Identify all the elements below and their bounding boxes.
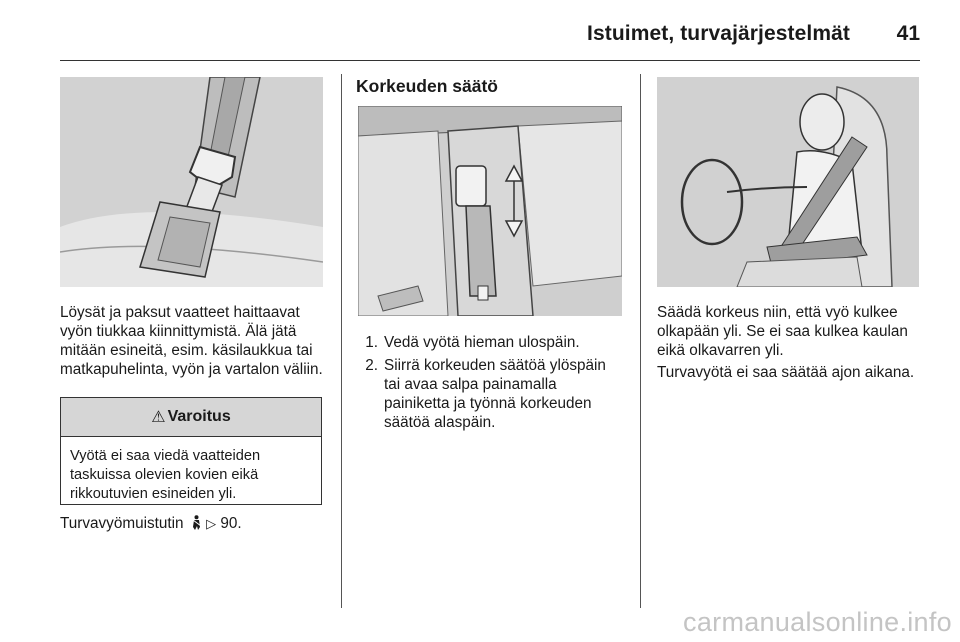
belt-position-paragraph: Säädä korkeus niin, että vyö kulkee olkapään yli. Se ei saa kulkea kaulan eikä olkavarren yli. bbox=[657, 304, 908, 359]
section-title: Korkeuden säätö bbox=[356, 76, 498, 96]
column-divider-right bbox=[640, 74, 641, 608]
page-header bbox=[60, 18, 920, 58]
seatbelt-reminder-reference bbox=[60, 515, 242, 533]
column-divider-left bbox=[341, 74, 342, 608]
step-number: 2. bbox=[365, 357, 378, 374]
warning-text: Vyötä ei saa viedä vaatteiden taskuissa olevien kovien eikä rikkoutuvien esineiden yli. bbox=[70, 448, 261, 502]
list-item bbox=[356, 333, 626, 352]
seatbelt-person-icon bbox=[191, 515, 202, 530]
watermark: carmanualsonline.info bbox=[683, 607, 952, 637]
loose-clothing-paragraph: Löysät ja paksut vaatteet haittaavat vyön tiukkaa kiinnittymistä. Älä jätä mitään esineitä, esim. käsilaukkua tai matkapuhelinta, vyön ja vartalon väliin. bbox=[60, 304, 323, 378]
height-adjuster-illustration bbox=[358, 106, 622, 316]
warning-box bbox=[60, 397, 322, 505]
step-number: 1. bbox=[365, 334, 378, 351]
warning-triangle-icon: ⚠ bbox=[151, 409, 166, 426]
reminder-page-ref[interactable]: 90. bbox=[220, 515, 242, 532]
reference-arrow-icon: ▷ bbox=[206, 516, 217, 531]
header-divider bbox=[60, 60, 920, 61]
step-text: Vedä vyötä hieman ulospäin. bbox=[384, 334, 580, 351]
warning-header bbox=[61, 398, 321, 437]
page-number: 41 bbox=[896, 22, 920, 45]
no-adjust-while-driving-paragraph: Turvavyötä ei saa säätää ajon aikana. bbox=[657, 364, 915, 381]
list-item bbox=[356, 356, 626, 432]
driver-belt-illustration bbox=[657, 77, 919, 287]
step-text: Siirrä korkeuden säätöä ylöspäin tai avaa salpa painamalla painiketta ja työnnä korkeuden säätöä alaspäin. bbox=[384, 357, 606, 431]
adjustment-steps bbox=[356, 333, 626, 436]
buckle-illustration bbox=[60, 77, 323, 287]
warning-title: Varoitus bbox=[167, 408, 231, 425]
reminder-label: Turvavyömuistutin bbox=[60, 515, 184, 532]
page-title: Istuimet, turvajärjestelmät bbox=[587, 22, 850, 45]
